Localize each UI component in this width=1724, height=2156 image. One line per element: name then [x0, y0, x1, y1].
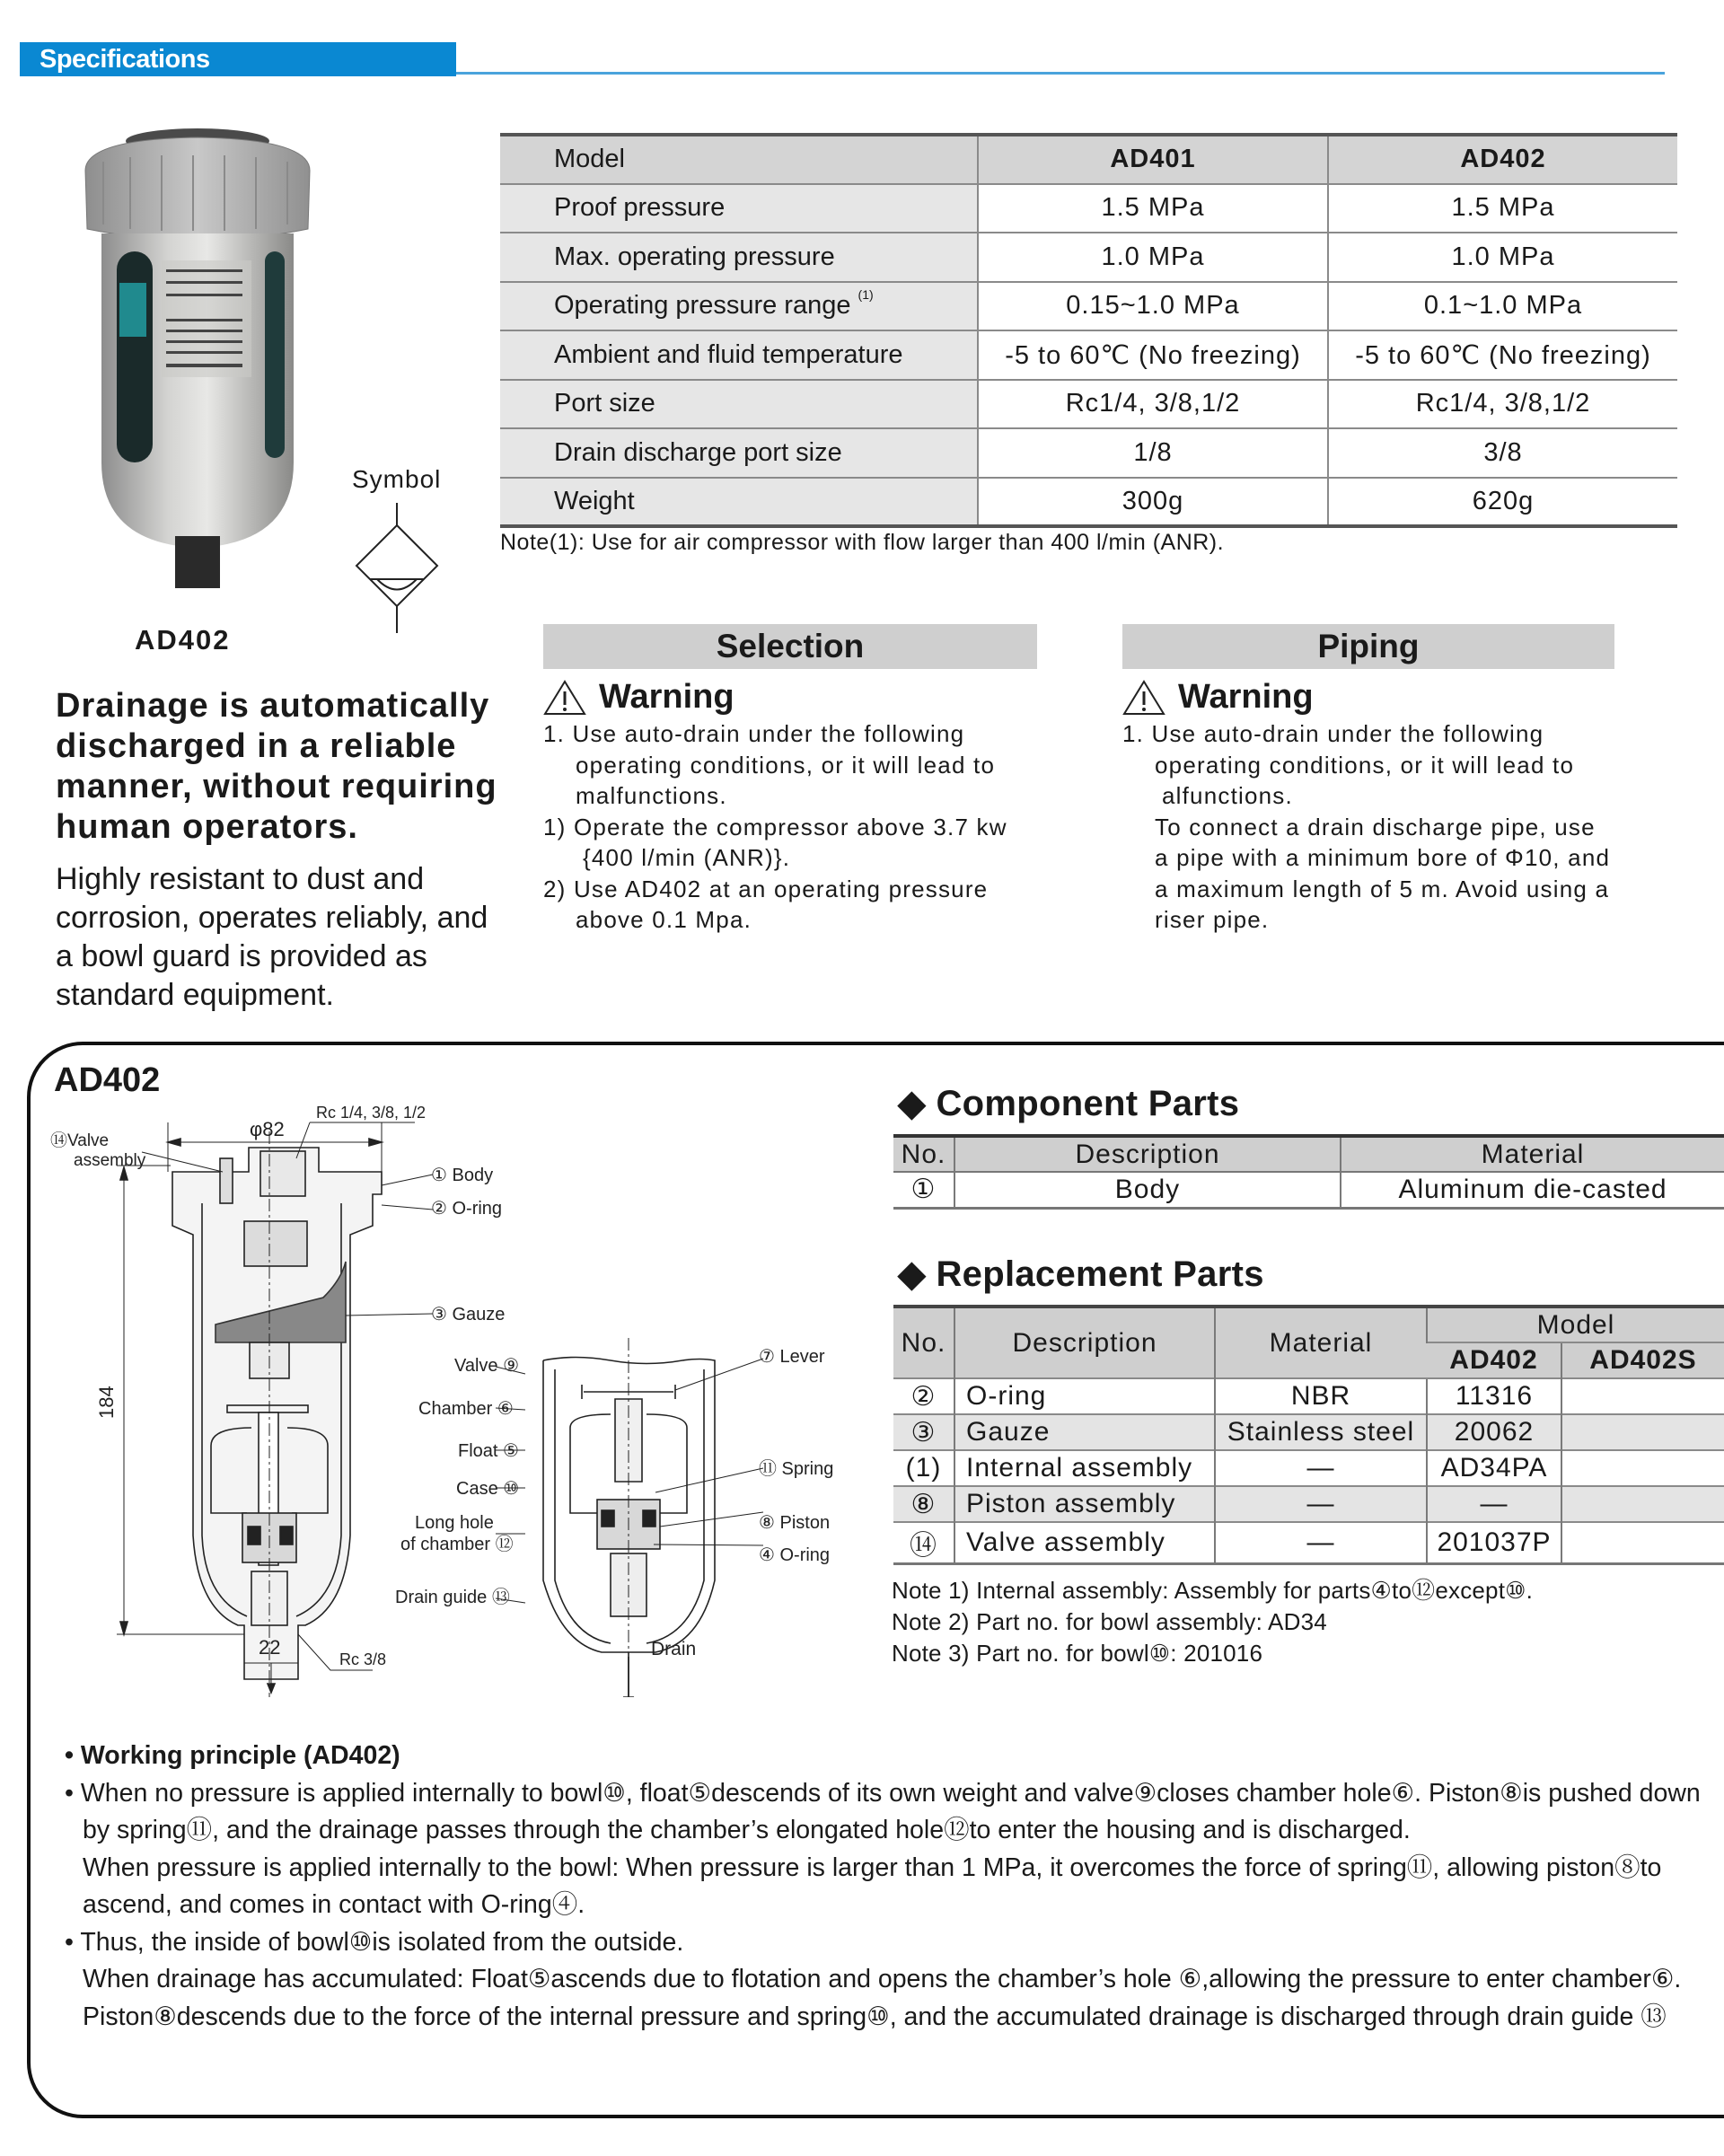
piping-warning-body: [1122, 718, 1625, 936]
cell-ad402: 20062: [1427, 1414, 1561, 1450]
cell-no: ⑧: [893, 1486, 954, 1522]
cell-description: Body: [954, 1172, 1341, 1208]
label-oring-4: ④ O-ring: [759, 1545, 831, 1565]
principle-paragraph: When drainage has accumulated: Float⑤ascends due to flotation and opens the chamber’s hole ⑥,allowing the pressure to enter chamber⑥. Piston⑧descends due to the force of the internal pressure and spring⑩, and the accumulated drainage is discharged through drain guide ⑬: [83, 1965, 1682, 2031]
column-header: Description: [954, 1136, 1341, 1172]
cell-value: Rc1/4, 3/8,1/2: [1328, 380, 1677, 429]
principle-paragraph: • When no pressure is applied internally to bowl⑩, float⑤descends of its own weight and valve⑨closes chamber hole⑥. Piston⑧is pushed down by spring⑪, and the drainage passes through the chamber’s elongated hole⑫to enter the housing and is discharged.: [65, 1778, 1701, 1844]
column-header: Description: [954, 1307, 1215, 1378]
cell-ad402s: [1561, 1522, 1724, 1564]
column-header: No.: [893, 1307, 954, 1378]
cell-value: -5 to 60℃ (No freezing): [1328, 330, 1677, 380]
table-header-row: [893, 1307, 1724, 1342]
cell-no: ①: [910, 1175, 937, 1205]
piping-warning-title: [1122, 678, 1625, 717]
table-row: [893, 1450, 1724, 1486]
table-header-row: [893, 1136, 1724, 1172]
label-lever: ⑦ Lever: [759, 1347, 825, 1367]
cell-value: 1.5 MPa: [1328, 184, 1677, 233]
component-parts-table: [893, 1134, 1724, 1210]
cell-description: Piston assembly: [954, 1486, 1215, 1522]
label-chamber: Chamber ⑥: [418, 1399, 514, 1419]
product-photo: [76, 121, 319, 606]
row-label-text: Operating pressure range: [554, 291, 851, 321]
selection-warning-body: [543, 718, 1046, 936]
cell-material: Aluminum die-casted: [1341, 1172, 1724, 1208]
warning-line: To connect a drain discharge pipe, use: [1155, 813, 1596, 840]
cell-no: ③: [893, 1414, 954, 1450]
cell-description: Internal assembly: [954, 1450, 1215, 1486]
auto-drain-symbol-icon: [350, 503, 444, 633]
table-row: [893, 1522, 1724, 1564]
replacement-parts-heading: ◆ Replacement Parts: [898, 1254, 1264, 1294]
replacement-parts-notes: [892, 1575, 1533, 1669]
cell-no: ⑭: [893, 1522, 954, 1564]
product-model-label: AD402: [135, 624, 231, 656]
cell-value: 300g: [978, 478, 1328, 527]
cell-value: 620g: [1328, 478, 1677, 527]
table-row: [500, 233, 1677, 282]
row-label: Port size: [500, 380, 978, 429]
cell-description: Valve assembly: [954, 1522, 1215, 1564]
warning-line: a maximum length of 5 m. Avoid using a: [1155, 875, 1610, 902]
dimension-drain-port: Rc 3/8: [339, 1650, 387, 1668]
cell-ad402s: [1561, 1378, 1724, 1414]
warning-line: 2) Use AD402 at an operating pressure: [543, 875, 989, 902]
specifications-header: [20, 42, 456, 76]
row-label: Proof pressure: [500, 184, 978, 233]
cell-value: 1.0 MPa: [978, 233, 1328, 282]
warning-line: {400 l/min (ANR)}.: [583, 844, 791, 871]
table-row: [893, 1378, 1724, 1414]
warning-line: operating conditions, or it will lead to: [1155, 751, 1575, 779]
cell-value: 3/8: [1328, 428, 1677, 478]
column-header: Model: [500, 135, 978, 184]
feature-body: Highly resistant to dust and corrosion, operates reliably, and a bowl guard is provided as standard equipment.: [56, 862, 488, 1012]
warning-line: 1. Use auto-drain under the following: [1122, 720, 1544, 747]
label-drain-guide: Drain guide ⑬: [395, 1588, 510, 1607]
symbol-label: Symbol: [352, 465, 442, 493]
label-gauze: ③ Gauze: [431, 1305, 506, 1324]
cell-material: Stainless steel: [1215, 1414, 1427, 1450]
cell-no: ②: [893, 1378, 954, 1414]
cell-value: 1/8: [978, 428, 1328, 478]
warning-line: 1. Use auto-drain under the following: [543, 720, 965, 747]
selection-warning-title: [543, 678, 1046, 717]
cell-material: NBR: [1215, 1378, 1427, 1414]
selection-section: [543, 678, 1046, 936]
piping-header: Piping: [1122, 624, 1614, 669]
table-row: [500, 478, 1677, 527]
row-label: Drain discharge port size: [500, 428, 978, 478]
column-header: AD402: [1328, 135, 1677, 184]
piping-section: [1122, 678, 1625, 936]
column-header: No.: [893, 1136, 954, 1172]
label-oring-2: ② O-ring: [431, 1199, 503, 1219]
note-line: Note 3) Part no. for bowl⑩: 201016: [892, 1640, 1263, 1667]
warning-line: operating conditions, or it will lead to: [576, 751, 996, 779]
column-header: Model: [1427, 1307, 1724, 1342]
warning-line: a pipe with a minimum bore of Φ10, and: [1155, 844, 1611, 871]
warning-line: above 0.1 Mpa.: [576, 906, 752, 933]
header-divider: [456, 72, 1665, 75]
warning-label: Warning: [599, 678, 734, 716]
label-body: ① Body: [431, 1166, 494, 1185]
warning-triangle-icon: [543, 680, 586, 716]
table-row: [500, 282, 1677, 331]
cell-description: Gauze: [954, 1414, 1215, 1450]
column-header: Material: [1215, 1307, 1427, 1378]
table-row: [500, 380, 1677, 429]
row-label: Max. operating pressure: [500, 233, 978, 282]
cell-value: 1.5 MPa: [978, 184, 1328, 233]
cell-value: -5 to 60℃ (No freezing): [978, 330, 1328, 380]
footnote-ref: (1): [858, 287, 874, 303]
specifications-table: [500, 133, 1677, 528]
table-row: [893, 1414, 1724, 1450]
warning-line: 1) Operate the compressor above 3.7 kw: [543, 813, 1007, 840]
label-piston: ⑧ Piston: [759, 1513, 831, 1533]
cell-ad402: 11316: [1427, 1378, 1561, 1414]
column-header: AD401: [978, 135, 1328, 184]
table-row: [893, 1486, 1724, 1522]
column-header: AD402: [1427, 1342, 1561, 1378]
specifications-title: Specifications: [40, 45, 210, 74]
cell-ad402s: [1561, 1414, 1724, 1450]
label-valve: Valve ⑨: [454, 1356, 520, 1376]
label-drain: Drain: [651, 1639, 697, 1659]
principle-paragraph: When pressure is applied internally to the bowl: When pressure is larger than 1 MPa, it overcomes the force of spring⑪, allowing piston⑧to ascend, and comes in contact with O-ring④.: [83, 1852, 1662, 1919]
drawing-title: AD402: [54, 1061, 161, 1099]
sectional-drawing: [36, 1104, 880, 1697]
row-label: Ambient and fluid temperature: [500, 330, 978, 380]
cell-material: —: [1215, 1486, 1427, 1522]
warning-line: malfunctions.: [576, 782, 727, 809]
selection-header: Selection: [543, 624, 1037, 669]
feature-headline: Drainage is automatically discharged in a reliable manner, without requiring human operators.: [56, 687, 497, 846]
spec-table-note: Note(1): Use for air compressor with flow larger than 400 l/min (ANR).: [500, 530, 1225, 555]
cell-value: 1.0 MPa: [1328, 233, 1677, 282]
cell-ad402: —: [1427, 1486, 1561, 1522]
table-row: [500, 330, 1677, 380]
cell-ad402: 201037P: [1427, 1522, 1561, 1564]
heading-text: Component Parts: [936, 1084, 1240, 1123]
label-spring: ⑪ Spring: [759, 1459, 834, 1479]
working-principle: [65, 1738, 1717, 2036]
dimension-port: Rc 1/4, 3/8, 1/2: [316, 1104, 427, 1122]
cell-no: (1): [893, 1450, 954, 1486]
column-header: Material: [1341, 1136, 1724, 1172]
cell-material: —: [1215, 1522, 1427, 1564]
row-label: [500, 282, 978, 331]
note-line: Note 2) Part no. for bowl assembly: AD34: [892, 1608, 1327, 1635]
principle-paragraph: • Thus, the inside of bowl⑩is isolated from the outside.: [65, 1927, 684, 1957]
table-row: [500, 184, 1677, 233]
cell-ad402s: [1561, 1450, 1724, 1486]
warning-triangle-icon: [1122, 680, 1165, 716]
table-row: [893, 1172, 1724, 1208]
cell-value: Rc1/4, 3/8,1/2: [978, 380, 1328, 429]
cell-value: 0.15~1.0 MPa: [978, 282, 1328, 331]
replacement-parts-table: [893, 1305, 1724, 1565]
cell-description: O-ring: [954, 1378, 1215, 1414]
note-line: Note 1) Internal assembly: Assembly for parts④to⑫except⑩.: [892, 1577, 1534, 1604]
component-parts-heading: ◆ Component Parts: [898, 1084, 1240, 1123]
cell-material: —: [1215, 1450, 1427, 1486]
label-valve-assembly: ⑭Valve: [50, 1131, 110, 1150]
dimension-diameter: φ82: [250, 1118, 285, 1140]
dimension-width: 22: [259, 1636, 281, 1659]
row-label: Weight: [500, 478, 978, 527]
warning-label: Warning: [1178, 678, 1314, 716]
table-header-row: [500, 135, 1677, 184]
dimension-height: 184: [95, 1386, 118, 1419]
label-float: Float ⑤: [458, 1441, 519, 1461]
column-header: AD402S: [1561, 1342, 1724, 1378]
warning-line: riser pipe.: [1155, 906, 1270, 933]
label-long-hole-2: of chamber ⑫: [400, 1535, 514, 1554]
heading-text: Replacement Parts: [936, 1254, 1264, 1294]
working-principle-title: • Working principle (AD402): [65, 1741, 400, 1770]
table-row: [500, 428, 1677, 478]
cell-ad402s: [1561, 1486, 1724, 1522]
label-valve-assembly-2: assembly: [74, 1151, 146, 1170]
label-long-hole: Long hole: [415, 1513, 494, 1533]
cell-value: 0.1~1.0 MPa: [1328, 282, 1677, 331]
label-case: Case ⑩: [456, 1479, 520, 1499]
warning-line: alfunctions.: [1162, 782, 1293, 809]
cell-ad402: AD34PA: [1427, 1450, 1561, 1486]
